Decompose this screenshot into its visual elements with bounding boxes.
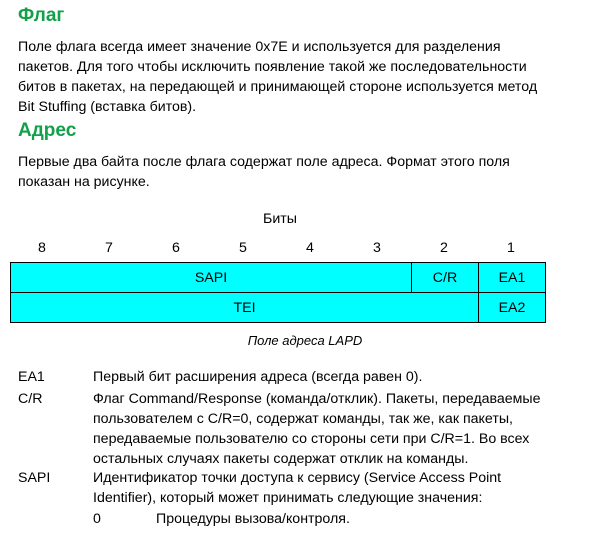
definition-line: Идентификатор точки доступа к сервису (Service Access Point — [93, 470, 502, 486]
bit-number: 4 — [306, 240, 314, 256]
definition-line: пользователем с C/R=0, содержат команды, так же, как пакеты, — [93, 411, 513, 427]
definition-line: Первый бит расширения адреса (всегда равен 0). — [93, 369, 423, 385]
flag-paragraph — [18, 37, 603, 117]
bit-number: 5 — [239, 240, 247, 256]
bit-number: 7 — [105, 240, 113, 256]
paragraph-line: Поле флага всегда имеет значение 0x7E и используется для разделения — [18, 39, 501, 55]
sapi-field: SAPI — [10, 262, 412, 293]
definition-text — [93, 389, 603, 469]
figure-caption: Поле адреса LAPD — [247, 333, 363, 348]
paragraph-line: пакетов. Для того чтобы исключить появление такой же последовательности — [18, 59, 527, 75]
definition-text — [93, 468, 603, 508]
definition-line: передаваемые пользователю со стороны сети при C/R=1. Во всех — [93, 431, 530, 447]
definition-term: EA1 — [18, 369, 45, 385]
address-paragraph — [18, 152, 603, 192]
definition-line: остальных случаях пакеты содержат отклик на команды. — [93, 451, 469, 467]
paragraph-line: Первые два байта после флага содержат поле адреса. Формат этого поля — [18, 154, 510, 170]
paragraph-line: Bit Stuffing (вставка битов). — [18, 99, 197, 115]
address-heading: Адрес — [18, 120, 77, 141]
definition-line: Флаг Command/Response (команда/отклик). Пакеты, передаваемые — [93, 391, 541, 407]
bit-number: 6 — [172, 240, 180, 256]
definition-term: SAPI — [18, 470, 51, 486]
flag-heading: Флаг — [18, 5, 65, 26]
definition-text — [93, 367, 603, 387]
bit-number: 2 — [440, 240, 448, 256]
definition-term: C/R — [18, 391, 43, 407]
ea1-field: EA1 — [478, 262, 546, 293]
definition-line: Identifier), который может принимать следующие значения: — [93, 490, 483, 506]
sapi-value: 0 — [93, 511, 101, 527]
bit-number: 8 — [38, 240, 46, 256]
paragraph-line: битов в пакетах, на передающей и принимающей стороне используется метод — [18, 79, 538, 95]
tei-field: TEI — [10, 292, 479, 323]
bit-number: 3 — [373, 240, 381, 256]
bits-label: Биты — [263, 211, 297, 227]
paragraph-line: показан на рисунке. — [18, 174, 150, 190]
cr-field: C/R — [411, 262, 479, 293]
ea2-field: EA2 — [478, 292, 546, 323]
bit-number: 1 — [507, 240, 515, 256]
sapi-value-description: Процедуры вызова/контроля. — [156, 511, 350, 527]
